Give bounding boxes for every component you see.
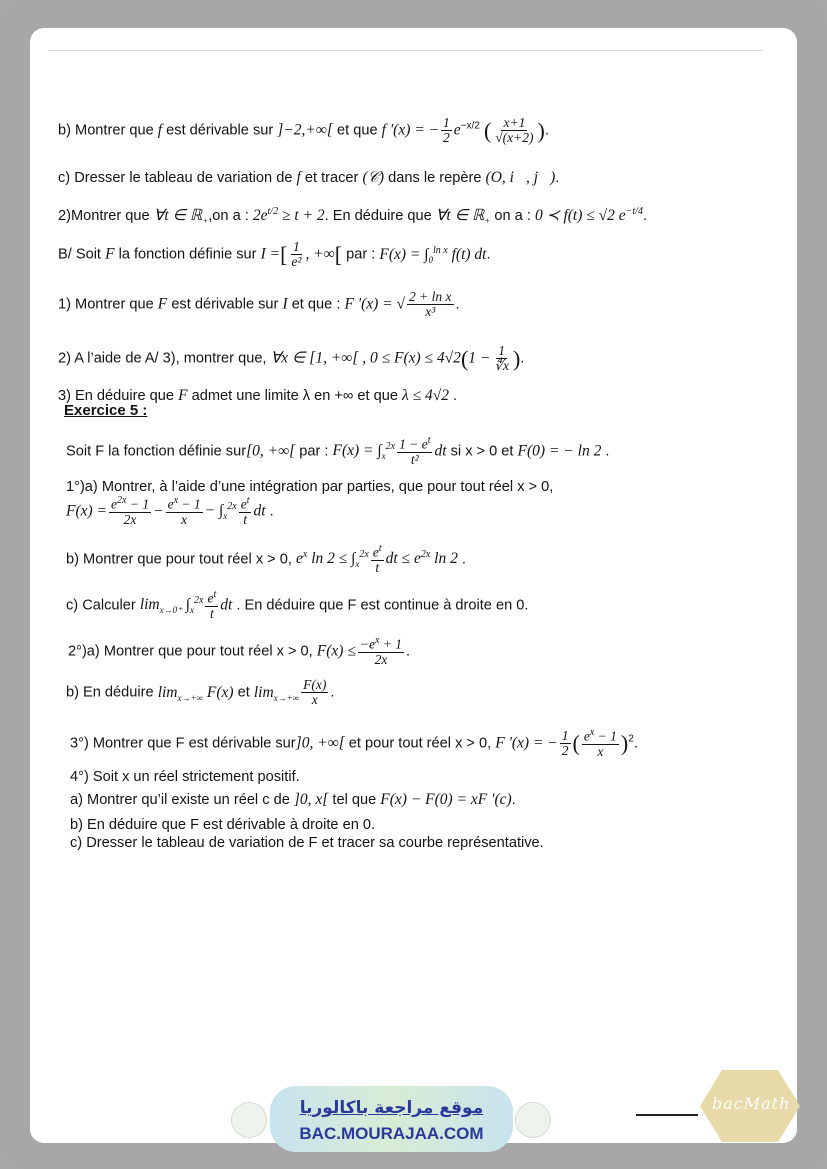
bacmath-logo-text: bacMath — [712, 1094, 791, 1113]
line-ex5-1a: 1°)a) Montrer, à l’aide d’une intégration par parties, que pour tout réel x > 0, — [66, 479, 554, 495]
line-ex5-1b: b) Montrer que pour tout réel x > 0, $e^x$ $\ln 2 \le \int_x^{2x}$ $\frac{e^t}{t}$ dt ≤ $e^{2x}$ ln 2 . — [66, 543, 466, 575]
footer-emblem-right-icon — [515, 1102, 551, 1138]
line-part-b-3: 3) En déduire que F admet une limite λ en +∞ et que λ ≤ 4√2 . — [58, 387, 458, 404]
line-ex5-2b: b) En déduire $\lim_{x\to+\infty} F(x)$ et $\lim_{x\to+\infty}$ $\frac{F(x)}{x}$ . — [66, 677, 335, 708]
footer-arabic-title: موقع مراجعة باكالوريا — [299, 1098, 484, 1118]
line-part-b-2: 2) A l’aide de A/ 3), montrer que, ∀x ∈ [1, +∞[ , 0 ≤ F(x) ≤ 4√2(1 − $\frac{1}{∜x}$ ). — [58, 343, 525, 374]
footer-emblem-left-icon — [231, 1102, 267, 1138]
line-ex5-4b: b) En déduire que F est dérivable à droite en 0. — [70, 817, 376, 833]
line-part-a-b: b) Montrer que f est dérivable sur ]−2,+∞[ et que f '(x) = − $\frac{1}{2}$ $e^{-x/2}$ ( $\frac{x+1}{√(x+2)}$ ). — [58, 115, 549, 146]
document-page — [30, 28, 797, 1143]
footer-url[interactable]: BAC.MOURAJAA.COM — [299, 1124, 484, 1143]
line-ex5-1c: c) Calculer $\lim_{x\to 0^+} \int_x^{2x}$ $\frac{e^t}{t}$ dt . En déduire que F est continue à droite en 0. — [66, 589, 529, 621]
footer-rule — [636, 1114, 698, 1116]
exercise-5-title: Exercice 5 : — [64, 402, 148, 419]
footer-banner[interactable] — [270, 1086, 513, 1152]
line-part-b-1: 1) Montrer que F est dérivable sur I et que : F '(x) = √ $\frac{\text{2 + ln x}}{\text{x³}}$ . — [58, 289, 460, 320]
line-ex5-intro: Soit F la fonction définie sur[0, +∞[ par : $F(x) = \int_x^{2x}$ $\frac{1 - e^t}{\text{t²}}$ dt si x > 0 et F(0) = − ln 2 . — [66, 435, 610, 467]
line-ex5-4: 4°) Soit x un réel strictement positif. — [70, 769, 300, 785]
formula-ex5-1a: F(x) = $\frac{e^{2x} - 1}{2x}$ − $\frac{e^x - 1}{x}$ − $\int_x^{2x}$ $\frac{e^t}{t}$ dt . — [66, 495, 274, 527]
line-part-a-2: 2)Montrer que ∀t ∈ ℝ$_+$,on a : $2e^{t/2} \ge t + 2$. En déduire que ∀t ∈ ℝ$_+$ on a : 0 ≺ f(t) ≤ √2 $e^{-t/4}$. — [58, 206, 648, 227]
line-part-a-c: c) Dresser le tableau de variation de f et tracer (𝒞) dans le repère (O, i⃗, j⃗). — [58, 169, 560, 186]
line-ex5-3: 3°) Montrer que F est dérivable sur]0, +∞[ et pour tout réel x > 0, F '(x) = − $\frac{1}{2}$ ( $\frac{e^x - 1}{x}$ )$^2$. — [70, 727, 638, 759]
top-rule — [48, 50, 763, 51]
line-ex5-2a: 2°)a) Montrer que pour tout réel x > 0, F(x) ≤ $\frac{-e^x + 1}{2x}$ . — [68, 635, 411, 667]
line-part-b-intro: B/ Soit F la fonction définie sur I =[ $\frac{1}{\text{e²}}$ , +∞[ par : $F(x) = \int_0^{ln x}$ f(t) dt. — [58, 239, 491, 270]
line-ex5-4a: a) Montrer qu’il existe un réel c de ]0, x[ tel que F(x) − F(0) = xF '(c). — [70, 791, 516, 808]
line-ex5-4c: c) Dresser le tableau de variation de F et tracer sa courbe représentative. — [70, 835, 544, 851]
